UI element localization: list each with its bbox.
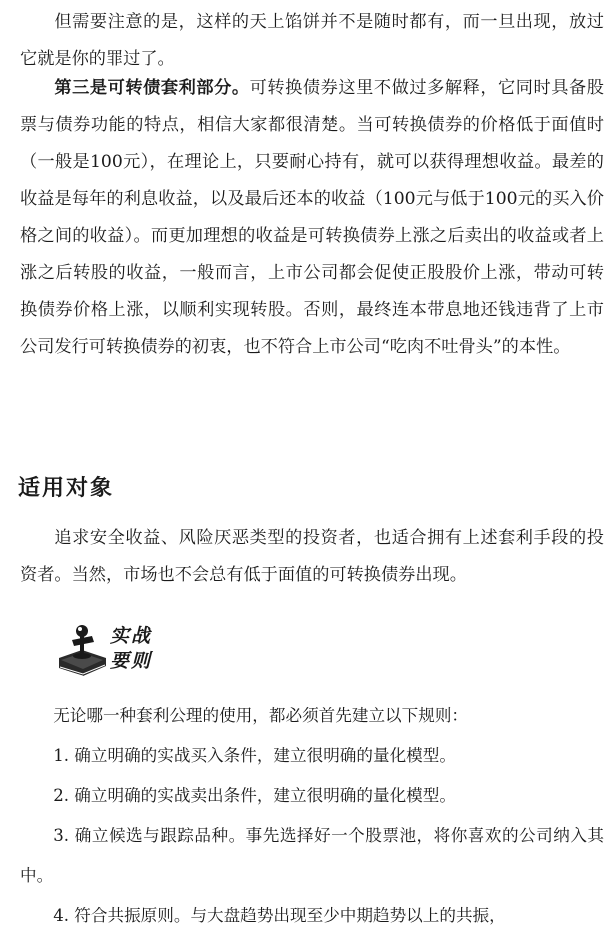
paragraph-intro — [20, 4, 604, 78]
book-joystick-icon — [56, 622, 108, 680]
rules-badge — [56, 622, 166, 680]
rule-item — [20, 776, 604, 816]
rules-title — [110, 624, 170, 674]
rules-intro-text: 无论哪一种套利公理的使用，都必须首先建立以下规则： — [53, 706, 469, 725]
rule-item-3: 3. 确立候选与跟踪品种。事先选择好一个股票池，将你喜欢的公司纳入其中。 — [20, 826, 604, 885]
rule-item — [20, 736, 604, 776]
paragraph-intro-text: 但需要注意的是，这样的天上馅饼并不是随时都有，而一旦出现，放过它就是你的罪过了。 — [20, 12, 604, 69]
section-heading-target-audience: 适用对象 — [18, 476, 115, 501]
paragraph-convertible-bond-lead: 第三是可转债套利部分。 — [54, 78, 250, 98]
rule-item — [20, 896, 604, 936]
rule-item — [20, 816, 604, 896]
rule-item-2: 2. 确立明确的实战卖出条件，建立很明确的量化模型。 — [53, 786, 456, 805]
rules-intro — [20, 696, 604, 736]
paragraph-convertible-bond — [20, 70, 604, 366]
rules-title-line2: 要则 — [110, 650, 153, 672]
paragraph-convertible-bond-text: 可转换债券这里不做过多解释，它同时具备股票与债券功能的特点，相信大家都很清楚。当可转换债券的价格低于面值时（一般是100元），在理论上，只要耐心持有，就可以获得理想收益。最差的收益是每年的利息收益，以及最后还本的收益（100元与低于100元的买入价格之间的收益）。而更加理想的收益是可转换债券上涨之后卖出的收益或者上涨之后转股的收益，一般而言，上市公司都会促使正股股价上涨，带动可转换债券价格上涨，以顺利实现转股。否则，最终连本带息地还钱违背了上市公司发行可转换债券的初衷，也不符合上市公司“吃肉不吐骨头”的本性。 — [20, 78, 604, 357]
rules-title-line1: 实战 — [110, 625, 153, 647]
rule-item-1: 1. 确立明确的实战买入条件，建立很明确的量化模型。 — [53, 746, 456, 765]
rule-item-4: 4. 符合共振原则。与大盘趋势出现至少中期趋势以上的共振， — [53, 906, 506, 925]
paragraph-target-audience — [20, 520, 604, 594]
paragraph-target-audience-text: 追求安全收益、风险厌恶类型的投资者，也适合拥有上述套利手段的投资者。当然，市场也不会总有低于面值的可转换债券出现。 — [20, 528, 604, 585]
